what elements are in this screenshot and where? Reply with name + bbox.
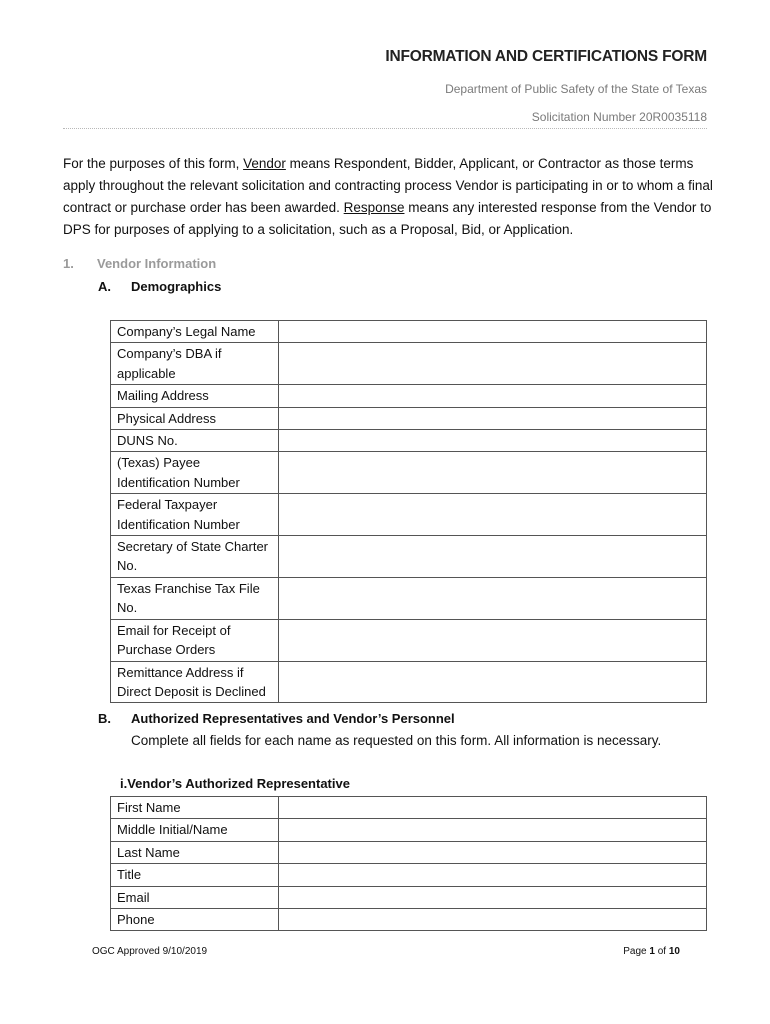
- field-label: Remittance Address if Direct Deposit is Declined: [111, 661, 279, 703]
- table-row: [111, 797, 707, 819]
- subsection-b-heading: [98, 711, 455, 726]
- intro-text-2: means Respondent, Bidder, Applicant, or Contractor as those terms apply throughout the relevant solicitation and contracting process Vendor is participating in or to whom a final contract or purchase order has been awarded.: [63, 156, 713, 215]
- subsection-b-note: Complete all fields for each name as requested on this form. All information is necessary.: [131, 733, 662, 748]
- term-response: Response: [343, 200, 405, 215]
- form-title: INFORMATION AND CERTIFICATIONS FORM: [385, 48, 707, 65]
- field-label: Mailing Address: [111, 385, 279, 407]
- field-label: (Texas) Payee Identification Number: [111, 452, 279, 494]
- field-label: First Name: [111, 797, 279, 819]
- field-label: Physical Address: [111, 407, 279, 429]
- intro-text-1: For the purposes of this form,: [63, 156, 244, 171]
- title-field[interactable]: [279, 864, 707, 886]
- subsection-a-title: Demographics: [131, 279, 222, 294]
- table-row: [111, 864, 707, 886]
- table-row: [111, 577, 707, 619]
- table-row: [111, 819, 707, 841]
- table-row: [111, 886, 707, 908]
- field-label: Email: [111, 886, 279, 908]
- field-label: DUNS No.: [111, 430, 279, 452]
- footer-page-number: [623, 946, 680, 957]
- table-row: [111, 661, 707, 703]
- section-1-heading: [63, 256, 216, 271]
- last-name-field[interactable]: [279, 841, 707, 863]
- dba-field[interactable]: [279, 343, 707, 385]
- authorized-rep-table: [110, 796, 707, 931]
- field-label: Email for Receipt of Purchase Orders: [111, 619, 279, 661]
- franchise-tax-field[interactable]: [279, 577, 707, 619]
- table-row: [111, 494, 707, 536]
- table-row: [111, 343, 707, 385]
- section-number: 1.: [63, 256, 74, 271]
- table-row: [111, 619, 707, 661]
- section-title: Vendor Information: [97, 256, 217, 271]
- sos-charter-field[interactable]: [279, 536, 707, 578]
- footer-approval: OGC Approved 9/10/2019: [92, 946, 208, 957]
- of-word: of: [654, 946, 669, 957]
- field-label: Company’s Legal Name: [111, 321, 279, 343]
- phone-field[interactable]: [279, 909, 707, 931]
- field-label: Phone: [111, 909, 279, 931]
- physical-address-field[interactable]: [279, 407, 707, 429]
- table-row: [111, 536, 707, 578]
- email-field[interactable]: [279, 886, 707, 908]
- table-row: [111, 407, 707, 429]
- subsection-a-letter: A.: [98, 279, 111, 294]
- remittance-address-field[interactable]: [279, 661, 707, 703]
- department-name: Department of Public Safety of the State of Texas: [445, 82, 707, 96]
- intro-paragraph: [63, 153, 713, 241]
- table-row: [111, 430, 707, 452]
- field-label: Title: [111, 864, 279, 886]
- solicitation-number: Solicitation Number 20R0035118: [531, 110, 707, 124]
- term-vendor: Vendor: [243, 156, 286, 171]
- subsection-b-letter: B.: [98, 711, 111, 726]
- total-pages: 10: [668, 946, 680, 957]
- table-row: [111, 321, 707, 343]
- page-word: Page: [623, 946, 650, 957]
- authorized-rep-heading: i.Vendor’s Authorized Representative: [120, 776, 350, 791]
- po-email-field[interactable]: [279, 619, 707, 661]
- field-label: Texas Franchise Tax File No.: [111, 577, 279, 619]
- subsection-b-title: Authorized Representatives and Vendor’s Personnel: [131, 711, 455, 726]
- table-row: [111, 909, 707, 931]
- legal-name-field[interactable]: [279, 321, 707, 343]
- first-name-field[interactable]: [279, 797, 707, 819]
- header-divider: [63, 128, 707, 129]
- field-label: Federal Taxpayer Identification Number: [111, 494, 279, 536]
- table-row: [111, 385, 707, 407]
- current-page: 1: [649, 946, 655, 957]
- payee-id-field[interactable]: [279, 452, 707, 494]
- field-label: Secretary of State Charter No.: [111, 536, 279, 578]
- field-label: Last Name: [111, 841, 279, 863]
- demographics-table: [110, 320, 707, 703]
- middle-name-field[interactable]: [279, 819, 707, 841]
- field-label: Company’s DBA if applicable: [111, 343, 279, 385]
- field-label: Middle Initial/Name: [111, 819, 279, 841]
- duns-field[interactable]: [279, 430, 707, 452]
- table-row: [111, 452, 707, 494]
- subsection-a-heading: [98, 279, 221, 294]
- table-row: [111, 841, 707, 863]
- mailing-address-field[interactable]: [279, 385, 707, 407]
- federal-taxpayer-id-field[interactable]: [279, 494, 707, 536]
- intro-text-3: means any interested response from the Vendor to DPS for purposes of applying to a solicitation, such as a Proposal, Bid, or Application.: [63, 200, 712, 237]
